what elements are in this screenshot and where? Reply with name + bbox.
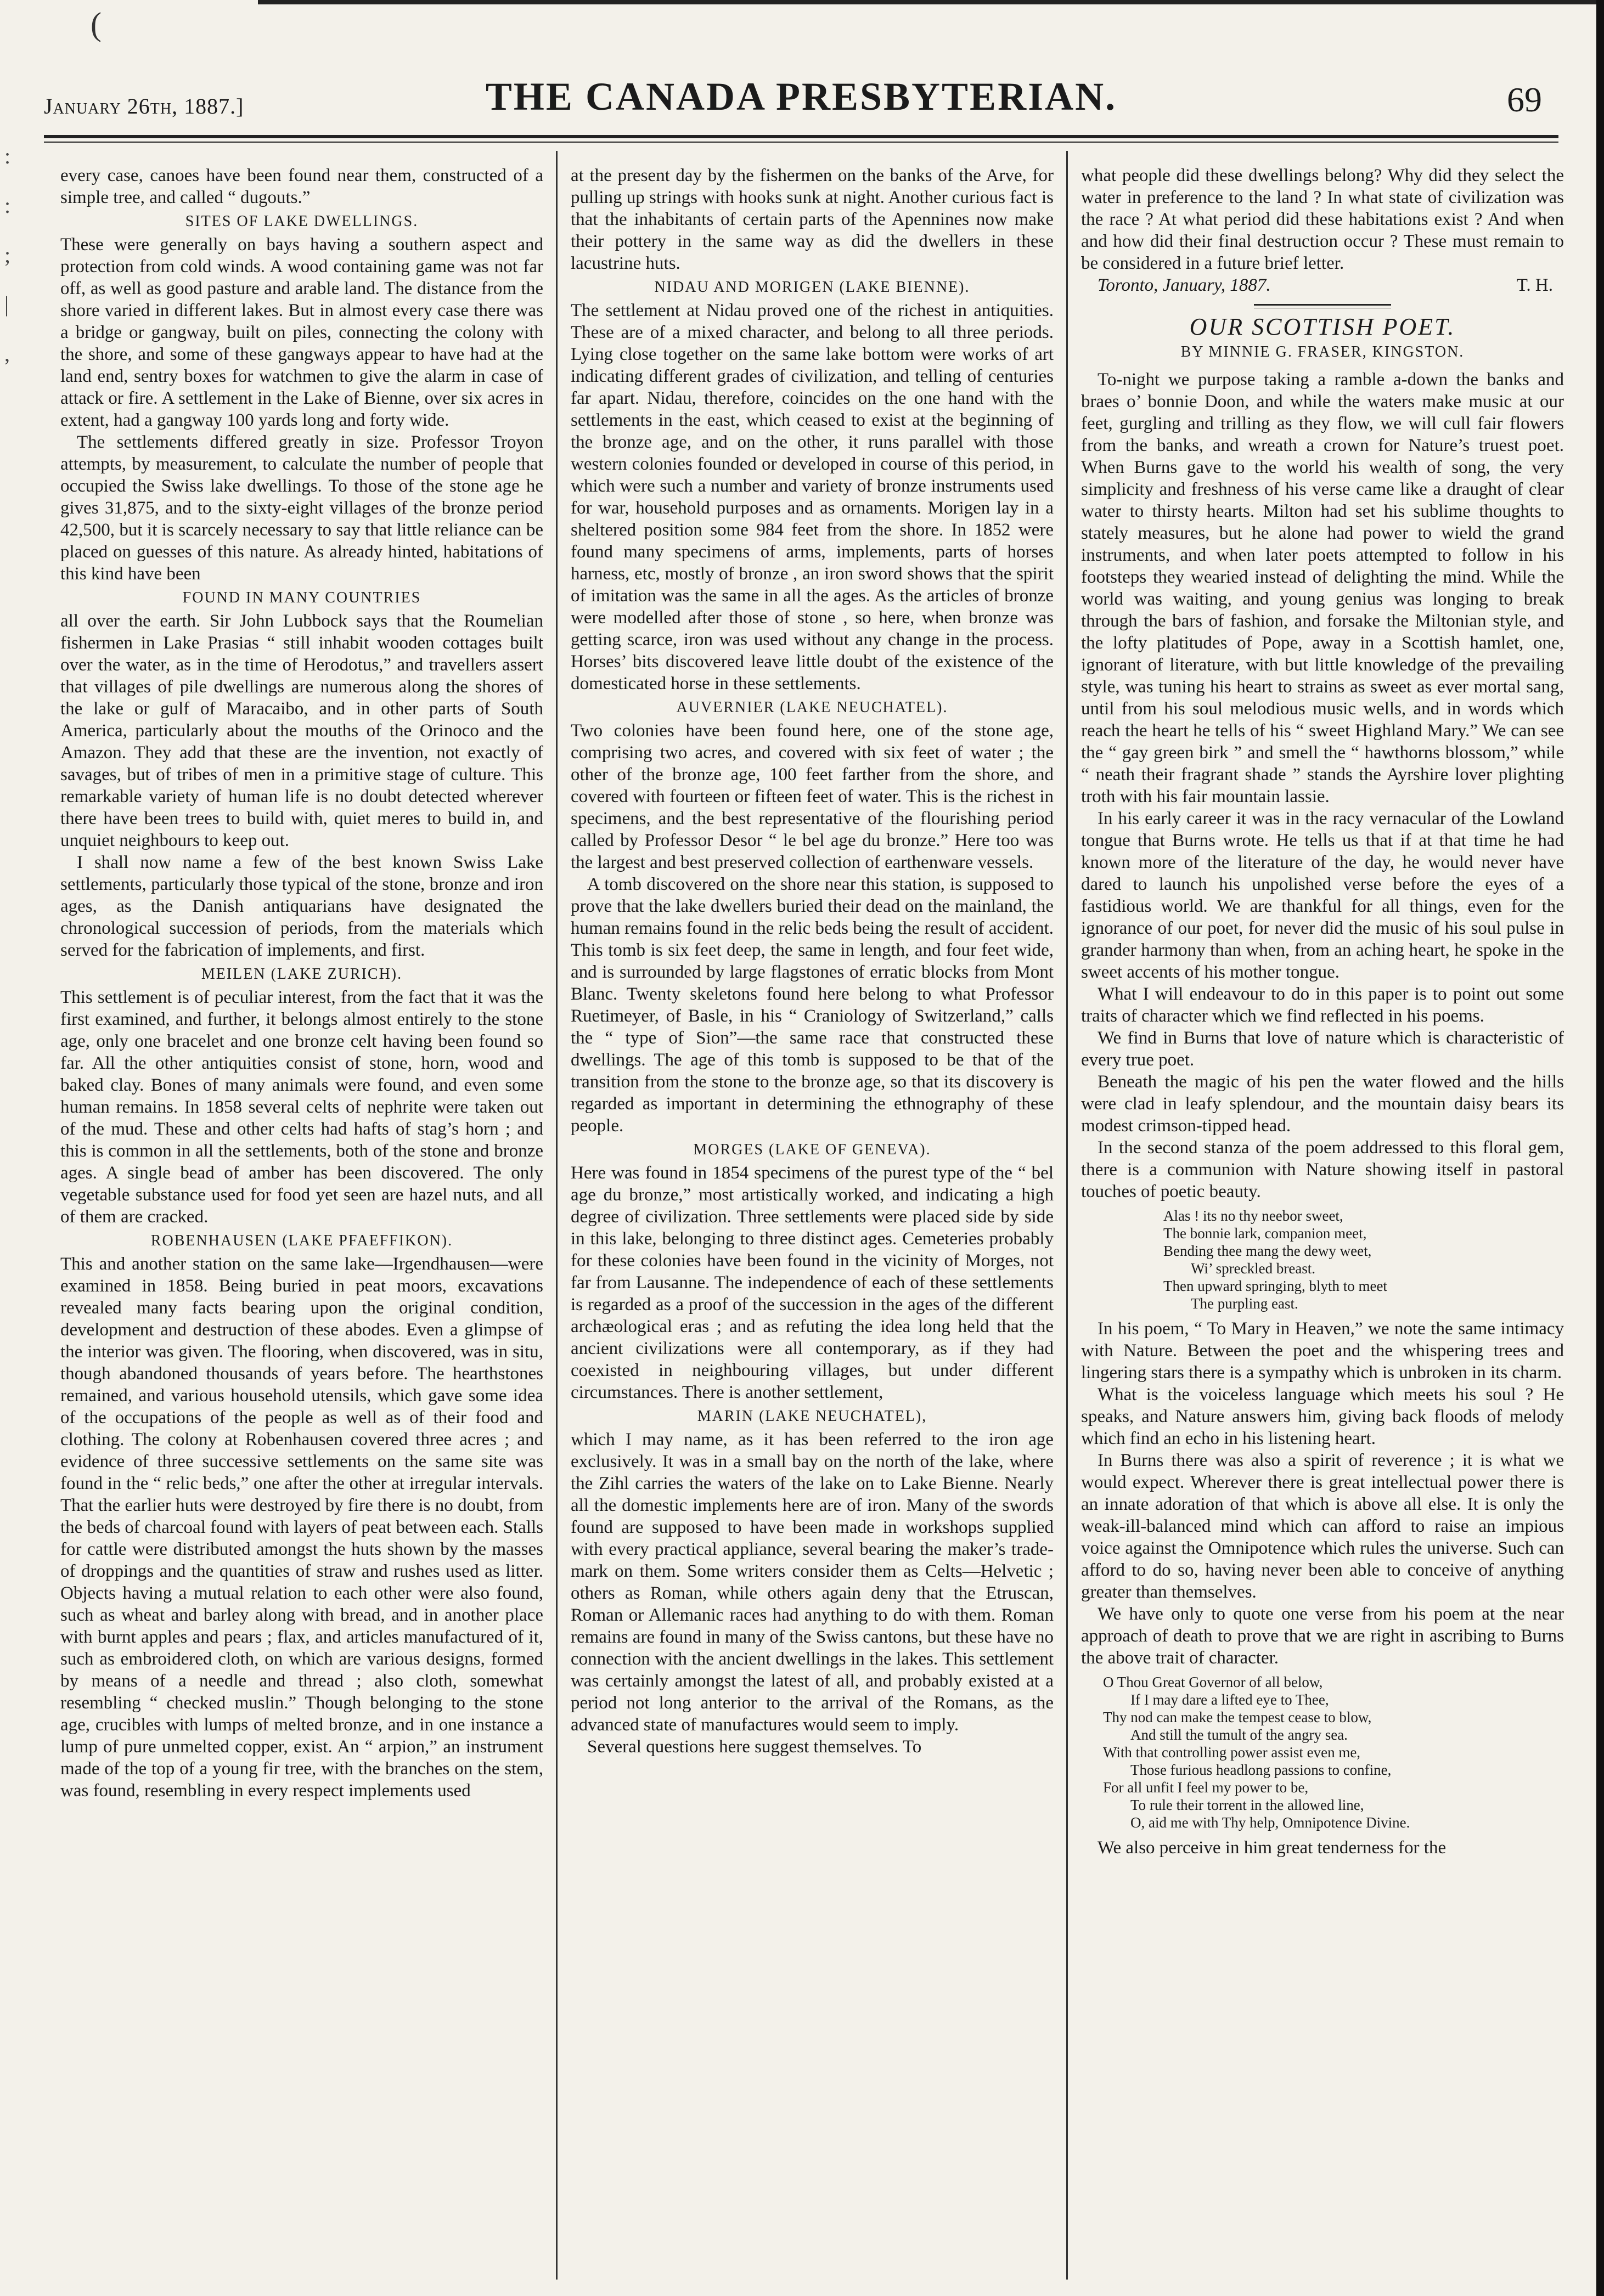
paragraph: These were generally on bays having a southern aspect and protection from cold winds. A wood containing game was not far off, as well as good pasture and arable land. The distance from the shore varied in different lakes. But in almost every case there was a bridge or gangway, built on piles, connecting the colony with the shore, and some of these gangways appear to have had at the land end, sentry boxes for watchmen to give the alarm in case of attack or fire. A settlement in the Lake of Bienne, over six acres in extent, had a gangway 100 yards long and forty wide.: [60, 235, 543, 430]
poem-line: And still the tumult of the angry sea.: [1130, 1727, 1348, 1743]
paragraph: Beneath the magic of his pen the water flowed and the hills were clad in leafy splendour, and the mountain daisy bears its modest crimson-tipped head.: [1081, 1072, 1564, 1136]
poem-line: For all unfit I feel my power to be,: [1103, 1779, 1309, 1796]
paragraph: We have only to quote one verse from his poem at the near approach of death to prove that we are right in ascribing to Burns the above trait of character.: [1081, 1604, 1564, 1668]
poem-line: O, aid me with Thy help, Omnipotence Divine.: [1130, 1814, 1410, 1831]
poem-line: Thy nod can make the tempest cease to blow,: [1103, 1709, 1372, 1725]
paragraph: We find in Burns that love of nature which is characteristic of every true poet.: [1081, 1028, 1564, 1070]
poem-line: Bending thee mang the dewy weet,: [1163, 1243, 1372, 1259]
section-heading: MARIN (LAKE NEUCHATEL),: [697, 1408, 927, 1425]
signature-line: [1081, 274, 1564, 296]
paragraph: which I may name, as it has been referred to the iron age exclusively. It was in a small bay on the north of the lake, where the Zihl carries the waters of the lake on to Lake Bienne. Nearly all the domestic implements here are of iron. Many of the swords found are supposed to have been made in workshops supplied with every practical appliance, several bearing the maker’s trade-mark on them. Some writers consider them as Celts—Helvetic ; others as Roman, while others again deny that the Etruscan, Roman or Allemanic races had anything to do with them. Roman remains are found in many of the Swiss cantons, but these have no connection with the ancient dwellings in the lakes. This settlement was certainly amongst the latest of all, and probably existed at a period not long anterior to the arrival of the Romans, as the advanced state of manufactures would seem to imply.: [571, 1430, 1054, 1735]
section-heading: ROBENHAUSEN (LAKE PFAEFFIKON).: [150, 1232, 453, 1249]
poem-line: The bonnie lark, companion meet,: [1163, 1225, 1367, 1242]
section-heading: FOUND IN MANY COUNTRIES: [182, 589, 421, 606]
poem-line: The purpling east.: [1191, 1295, 1298, 1312]
paragraph: What is the voiceless language which meets his soul ? He speaks, and Nature answers him, giving back floods of melody which find an echo in his listening heart.: [1081, 1385, 1564, 1448]
paragraph: In his poem, “ To Mary in Heaven,” we note the same intimacy with Nature. Between the poet and the whispering trees and lingering stars there is a sympathy which is unbroken in its charm.: [1081, 1319, 1564, 1383]
paragraph: every case, canoes have been found near them, constructed of a simple tree, and called “ dugouts.”: [60, 166, 543, 207]
header-rule-thin: [44, 142, 1558, 143]
poem-line: With that controlling power assist even me,: [1103, 1744, 1361, 1761]
masthead: THE CANADA PRESBYTERIAN.: [485, 75, 1117, 119]
page-edge-shadow: [1596, 0, 1604, 2296]
paragraph: In his early career it was in the racy vernacular of the Lowland tongue that Burns wrote. He tells us that if at that time he had known more of the literature of the day, he would never have dared to launch his unpolished verse before the eyes of a fastidious world. We are thankful for all things, even for the ignorance of our poet, for never did the music of his soul pulse in grander harmony than when, from an aching heart, he spoke in the sweet accents of his mother tongue.: [1081, 809, 1564, 982]
top-edge-rule: [258, 0, 1604, 4]
paragraph: To-night we purpose taking a ramble a-down the banks and braes o’ bonnie Doon, and while the waters make music at our feet, gurgling and trilling as they flow, we will cull fair flowers from the banks, and wreath a crown for Nature’s truest poet. When Burns gave to the world his wealth of song, the very simplicity and freshness of his verse came like a draught of clear water to thirsty hearts. Milton had set his sublime thoughts to stately measures, but he alone had power to wield the grand instruments, and when later poets attempted to follow in his footsteps they wearied instead of delighting the mind. While the world was waiting, and young genius was longing to break through the bars of fashion, and forsake the Miltonian style, and the lofty platitudes of Pope, away in a Scottish hamlet, one, ignorant of literature, with but little knowledge of the prevailing style, was tuning his heart to strains as sweet as ever mortal sang, until from his soul melodious music wells, and in words which reach the heart he tells of his “ sweet Highland Mary.” We can see the “ gay green birk ” and smell the “ hawthorns blossom,” while “ neath their fragrant shade ” stands the Ayrshire lover plighting troth with his fair mountain lassie.: [1081, 370, 1564, 806]
header-rule-thick: [44, 135, 1558, 138]
poem-line: Then upward springing, blyth to meet: [1163, 1278, 1387, 1294]
page-header: [44, 71, 1558, 132]
poem-line: Alas ! its no thy neebor sweet,: [1163, 1208, 1343, 1224]
paragraph: We also perceive in him great tenderness for the: [1098, 1838, 1447, 1858]
paragraph: at the present day by the fishermen on the banks of the Arve, for pulling up strings with hooks sunk at night. Another curious fact is that the inhabitants of certain parts of the Apennines now make their pottery in the same way as did the dwellers in these lacustrine huts.: [571, 166, 1054, 273]
binding-margin: : : ; | ,: [4, 144, 11, 366]
corner-mark: (: [91, 6, 102, 42]
paragraph: Two colonies have been found here, one of the stone age, comprising two acres, and covered with six feet of water ; the other of the bronze age, 100 feet farther from the shore, and covered with fourteen or fifteen feet of water. This is the richest in specimens, and the best representative of the flourishing period called by Professor Desor “ le bel age du bronze.” Here too was the largest and best preserved collection of earthenware vessels.: [571, 721, 1054, 872]
paragraph: This and another station on the same lake—Irgendhausen—were examined in 1858. Being buried in peat moors, excavations revealed many facts bearing upon the original condition, development and destruction of these abodes. Even a glimpse of the interior was given. The flooring, when discovered, was in situ, though abandoned thousands of years before. The hearthstones remained, and various household utensils, which gave some idea of the occupations of the people as well as of their food and clothing. The colony at Robenhausen covered three acres ; and evidence of three successive settlements on the same site was found in the “ relic beds,” one after the other at irregular intervals. That the earlier huts were destroyed by fire there is no doubt, from the beds of charcoal found with layers of peat between each. Stalls for cattle were distributed amongst the huts shown by the masses of droppings and the quantities of straw and rushes used as litter. Objects having a mutual relation to each other were also found, such as wheat and barley along with bread, and in another place with burnt apples and pears ; flax, and articles manufactured of it, such as embroidered cloth, on which are various designs, formed by means of a needle and thread ; also cloth, somewhat resembling “ checked muslin.” Though belonging to the stone age, crucibles with lumps of melted bronze, and in one instance a lump of pure unmelted copper, exist. An “ arpion,” an instrument made of the top of a young fir tree, with the branches on the stem, was found, resembling in every respect implements used: [60, 1254, 543, 1801]
paragraph: Several questions here suggest themselves. To: [587, 1737, 922, 1757]
paragraph: A tomb discovered on the shore near this station, is supposed to prove that the lake dwellers buried their dead on the mainland, the human remains found in the relic beds being the result of accident. This tomb is six feet deep, the same in length, and four feet wide, and is surrounded by large flagstones of erratic blocks from Mont Blanc. Twenty skeletons found here belong to what Professor Ruetimeyer, of Basle, in his “ Craniology of Switzerland,” calls the “ type of Sion”—the same race that constructed these dwellings. The age of this tomb is supposed to be that of the transition from the stone to the bronze age, so that its discovery is regarded as important in determining the ethnography of these people.: [571, 875, 1054, 1136]
column-2: [571, 165, 1054, 2266]
section-heading: MEILEN (LAKE ZURICH).: [201, 966, 403, 983]
column-1: [60, 165, 543, 2266]
article-title: OUR SCOTTISH POET.: [1189, 313, 1456, 340]
poem-line: To rule their torrent in the allowed line,: [1130, 1797, 1364, 1813]
section-heading: NIDAU AND MORIGEN (LAKE BIENNE).: [654, 279, 970, 296]
section-heading: AUVERNIER (LAKE NEUCHATEL).: [676, 699, 948, 716]
author-initials: T. H.: [1516, 275, 1553, 295]
poem-line: Those furious headlong passions to confine,: [1130, 1762, 1392, 1778]
paragraph: What I will endeavour to do in this paper is to point out some traits of character which we find reflected in his poems.: [1081, 984, 1564, 1026]
paragraph: In Burns there was also a spirit of reverence ; it is what we would expect. Wherever there is great intellectual power there is an innate adoration of that which is above all else. It is only the weak-ill-balanced mind which can afford to raise an impious voice against the Omnipotence which rules the universe. Such can afford to do so, having never been able to conceive of anything greater than themselves.: [1081, 1451, 1564, 1602]
poem-line: O Thou Great Governor of all below,: [1103, 1674, 1323, 1690]
page-number: 69: [1507, 80, 1542, 119]
paragraph: what people did these dwellings belong? Why did they select the water in preference to the land ? In what state of civilization was the race ? At what period did these habitations exist ? And when and how did their final destruction occur ? These must remain to be considered in a future brief letter.: [1081, 166, 1564, 273]
paragraph: The settlements differed greatly in size. Professor Troyon attempts, by measurement, to calculate the number of people that occupied the Swiss lake dwellings. To those of the stone age he gives 31,875, and to the sixty-eight villages of the bronze period 42,500, but it is scarcely necessary to say that little reliance can be placed on guesses of this nature. As already hinted, habitations of this kind have been: [60, 432, 543, 584]
article-separator: [1254, 304, 1391, 308]
paragraph: Here was found in 1854 specimens of the purest type of the “ bel age du bronze,” most artistically worked, and indicating a high degree of civilization. Three settlements were placed side by side in this lake, belonging to three distinct ages. Cemeteries probably for these colonies have been found in the vicinity of Morges, not far from Lausanne. The independence of each of these settlements is regarded as a proof of the succession in the ages of the different archæological eras ; and as refuting the idea long held that the ancient civilizations were all contemporary, as if they had coexisted in neighbouring villages, but under different circumstances. There is another settlement,: [571, 1163, 1054, 1402]
issue-date: January 26th, 1887.]: [44, 94, 244, 119]
paragraph: I shall now name a few of the best known Swiss Lake settlements, particularly those typical of the stone, bronze and iron ages, as the Danish antiquarians have designated the chronological succession of periods, from the materials which served for the fabrication of implements, and first.: [60, 853, 543, 960]
column-divider: [1066, 151, 1068, 2280]
column-3: [1081, 165, 1564, 2266]
paragraph: In the second stanza of the poem addressed to this floral gem, there is a communion with Nature showing itself in pastoral touches of poetic beauty.: [1081, 1138, 1564, 1201]
section-heading: MORGES (LAKE OF GENEVA).: [693, 1141, 931, 1158]
column-divider: [556, 151, 558, 2280]
poem-stanza: [1103, 1673, 1564, 1831]
paragraph: The settlement at Nidau proved one of the richest in antiquities. These are of a mixed character, and belong to all three periods. Lying close together on the same lake bottom were works of art indicating different grades of civilization, and telling of centuries far apart. Nidau, therefore, coincides on the one hand with the settlements in the east, which ceased to exist at the beginning of the bronze age, and on the other, it runs parallel with those western colonies founded or developed in course of this period, in which were such a number and variety of bronze instruments used for war, household purposes and as ornaments. Morigen lay in a sheltered position some 984 feet from the shore. In 1852 were found many specimens of arms, implements, parts of horses harness, etc, mostly of bronze , an iron sword shows that the spirit of imitation was the same in all the ages. As the articles of bronze were modelled after those of stone , so here, when bronze was getting scarce, iron was used without any change in the process. Horses’ bits discovered leave little doubt of the existence of the domesticated horse in these settlements.: [571, 301, 1054, 693]
byline: BY MINNIE G. FRASER, KINGSTON.: [1180, 343, 1465, 360]
poem-line: Wi’ spreckled breast.: [1191, 1260, 1316, 1277]
poem-line: If I may dare a lifted eye to Thee,: [1130, 1691, 1329, 1708]
paragraph: This settlement is of peculiar interest, from the fact that it was the first examined, and further, it belongs almost entirely to the stone age, only one bracelet and one bronze celt having been found so far. All the other antiquities consist of stone, horn, wood and baked clay. Bones of many animals were found, and even some human remains. In 1858 several celts of nephrite were taken out of the mud. These and other celts had hafts of stag’s horn ; and this is common in all the settlements, both of the stone and bronze ages. A single bead of amber has been discovered. The only vegetable substance used for food yet seen are hazel nuts, and all of them are cracked.: [60, 988, 543, 1227]
section-heading: SITES OF LAKE DWELLINGS.: [185, 213, 419, 230]
dateline: Toronto, January, 1887.: [1098, 275, 1271, 295]
paragraph: all over the earth. Sir John Lubbock says that the Roumelian fishermen in Lake Prasias “ still inhabit wooden cottages built over the water, as in the time of Herodotus,” and travellers assert that villages of pile dwellings are numerous along the shores of the lake or gulf of Maracaibo, and in other parts of South America, particularly about the mouths of the Orinoco and the Amazon. They add that these are the invention, not exactly of savages, but of tribes of men in a primitive stage of culture. This remarkable variety of human life is no doubt detected wherever there have been trees to build with, quiet meres to build in, and unquiet neighbours to keep out.: [60, 611, 543, 850]
poem-stanza: [1163, 1207, 1564, 1312]
